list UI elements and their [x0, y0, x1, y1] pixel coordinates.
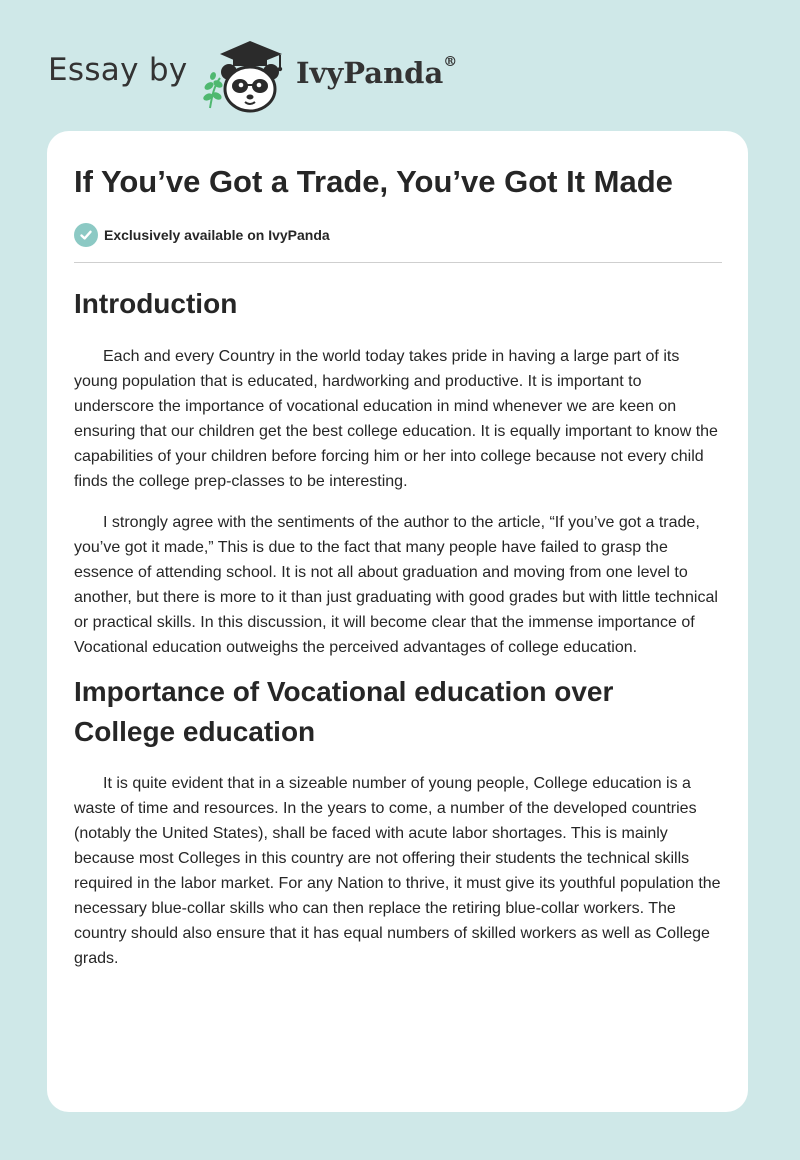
section-heading-introduction: Introduction [74, 288, 238, 319]
leaf-icon [202, 71, 224, 108]
essay-title: If You’ve Got a Trade, You’ve Got It Made [74, 164, 673, 199]
badge-label: Exclusively available on IvyPanda [104, 227, 330, 243]
divider [74, 262, 722, 263]
essay-by-label: Essay by [48, 52, 188, 88]
registered-mark: ® [443, 54, 458, 70]
paragraph: It is quite evident that in a sizeable number of young people, College education is a waste of time and resources. In the years to come, a number of the developed countries (notably the United States), shall be faced with acute labor shortages. This is mainly because most Colleges in this country are not offering their students the technical skills required in the labor market. For any Nation to thrive, it must give its youthful population the necessary blue-collar skills who can then replace the retiring blue-collar workers. The country should also ensure that it has equal numbers of skilled workers as well as College grads. [74, 775, 721, 967]
paragraph: I strongly agree with the sentiments of the author to the article, “If you’ve got a trade, you’ve got it made,” This is due to the fact that many people have failed to grasp the essence of attending school. It is not all about graduation and moving from one level to another, but there is more to it than just graduating with good grades but with little technical or practical skills. In this discussion, it will become clear that the immense importance of Vocational education outweighs the perceived advantages of college education. [74, 514, 718, 656]
site-header [48, 30, 548, 114]
essay-card [47, 131, 748, 1112]
exclusive-badge [74, 222, 722, 248]
brand-name[interactable]: IvyPanda® [296, 54, 458, 90]
essay-content [74, 161, 722, 971]
section-heading-importance: Importance of Vocational education over College education [74, 676, 614, 747]
panda-logo-icon[interactable] [200, 34, 292, 114]
check-circle-icon [74, 223, 98, 247]
paragraph: Each and every Country in the world today takes pride in having a large part of its young population that is educated, hardworking and productive. It is important to underscore the importance of vocational education in mind whenever we are keen on ensuring that our children get the best college education. It is equally important to know the capabilities of your children before forcing him or her into college because not every child finds the college prep-classes to be interesting. [74, 348, 718, 490]
